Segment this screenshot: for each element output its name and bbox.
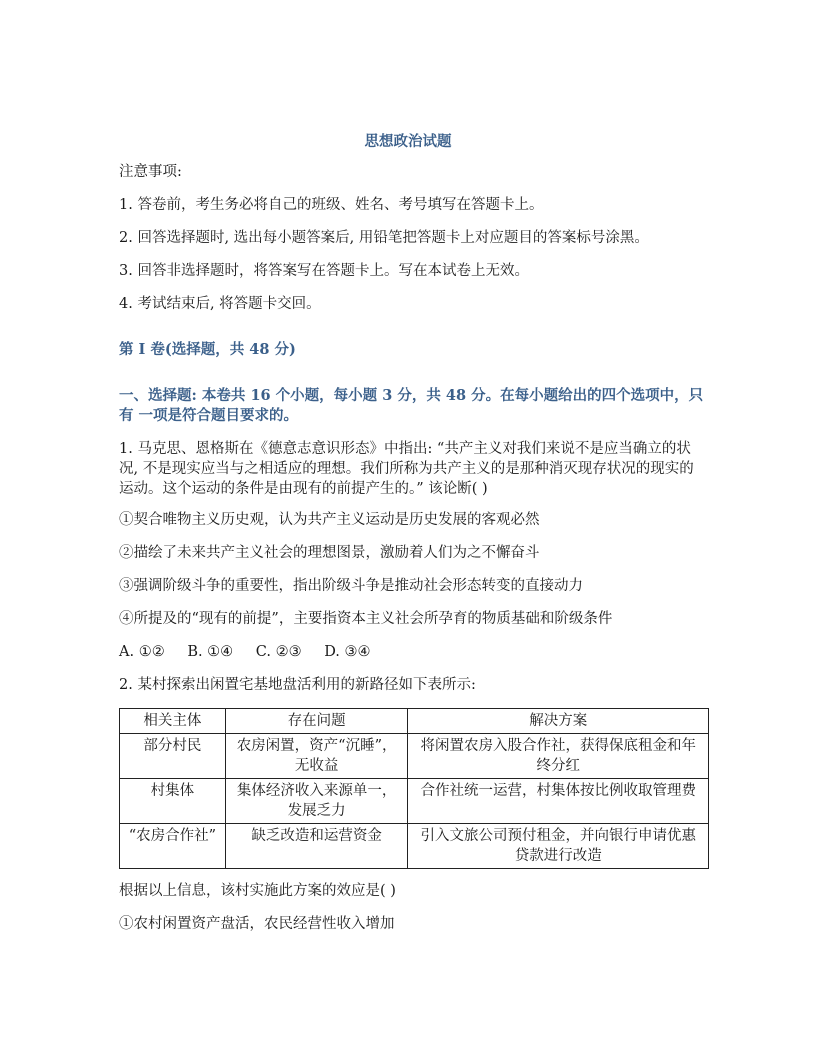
table-cell: 村集体 <box>120 779 226 824</box>
question-1-options <box>119 642 704 662</box>
note-item: 4. 考试结束后, 将答题卡交回。 <box>119 296 321 312</box>
table-cell: “农房合作社” <box>120 824 226 869</box>
question-2-prompt: 根据以上信息，该村实施此方案的效应是( ) <box>119 883 396 899</box>
question-1-statement: ④所提及的“现有的前提”，主要指资本主义社会所孕育的物质基础和阶级条件 <box>119 611 613 627</box>
table-cell: 集体经济收入来源单一，发展乏力 <box>225 779 408 824</box>
table-cell: 部分村民 <box>120 734 226 779</box>
table-cell: 农房闲置，资产“沉睡”，无收益 <box>225 734 408 779</box>
section-heading: 一、选择题: 本卷共 16 个小题，每小题 3 分，共 48 分。在每小题给出的四个选项中，只有 一项是符合题目要求的。 <box>119 387 704 424</box>
table-cell: 合作社统一运营，村集体按比例收取管理费 <box>408 779 709 824</box>
question-1-statement: ③强调阶级斗争的重要性，指出阶级斗争是推动社会形态转变的直接动力 <box>119 578 583 594</box>
table-header: 相关主体 <box>120 709 226 734</box>
question-2-stem: 2. 某村探索出闲置宅基地盘活利用的新路径如下表所示: <box>119 677 476 693</box>
question-1-statement: ①契合唯物主义历史观，认为共产主义运动是历史发展的客观必然 <box>119 512 540 528</box>
note-item: 1. 答卷前，考生务必将自己的班级、姓名、考号填写在答题卡上。 <box>119 197 544 213</box>
table-cell: 缺乏改造和运营资金 <box>225 824 408 869</box>
question-2-statement: ①农村闲置资产盘活，农民经营性收入增加 <box>119 916 395 932</box>
table-cell: 引入文旅公司预付租金，并向银行申请优惠贷款进行改造 <box>408 824 709 869</box>
table-cell: 将闲置农房入股合作社，获得保底租金和年终分红 <box>408 734 709 779</box>
volume-heading: 第 I 卷(选择题，共 48 分) <box>119 341 296 358</box>
table-header: 解决方案 <box>408 709 709 734</box>
exam-content <box>119 162 704 947</box>
table-row <box>120 824 709 869</box>
table-row <box>120 734 709 779</box>
option-d: D. ③④ <box>324 644 371 660</box>
notes-heading: 注意事项: <box>119 164 182 180</box>
option-a: A. ①② <box>119 644 165 660</box>
note-item: 2. 回答选择题时, 选出每小题答案后, 用铅笔把答题卡上对应题目的答案标号涂黑。 <box>119 230 649 246</box>
table-header: 存在问题 <box>225 709 408 734</box>
question-1-statement: ②描绘了未来共产主义社会的理想图景，激励着人们为之不懈奋斗 <box>119 545 540 561</box>
question-2-table <box>119 708 709 869</box>
option-c: C. ②③ <box>255 644 302 660</box>
page-title: 思想政治试题 <box>364 133 452 150</box>
table-row <box>120 779 709 824</box>
question-1-stem: 1. 马克思、恩格斯在《德意志意识形态》中指出: “共产主义对我们来说不是应当确立的状况, 不是现实应当与之相适应的理想。我们所称为共产主义的是那种消灭现存状况的现实的运动。这个运动的条件是由现有的前提产生的。” 该论断( ) <box>119 441 694 497</box>
table-header-row <box>120 709 709 734</box>
note-item: 3. 回答非选择题时，将答案写在答题卡上。写在本试卷上无效。 <box>119 263 529 279</box>
option-b: B. ①④ <box>187 644 234 660</box>
